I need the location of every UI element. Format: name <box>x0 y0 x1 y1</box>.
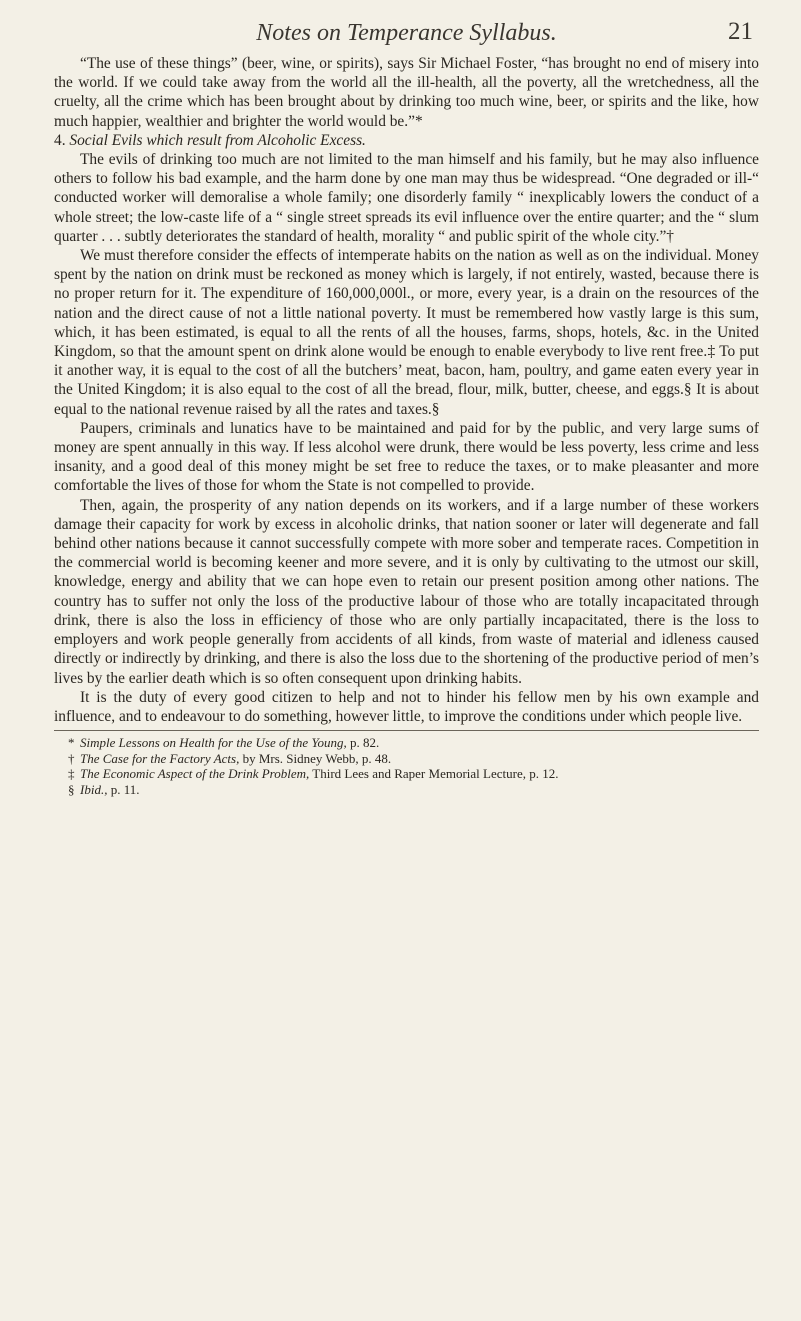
footnote-reference: p. 82. <box>346 735 380 751</box>
page-number: 21 <box>728 18 753 45</box>
footnote <box>54 751 759 767</box>
footnotes <box>54 730 759 797</box>
paragraph: The evils of drinking too much are not limited to the man himself and his family, but he may also influence others to follow his bad example, and the harm done by one man may thus be widespread. “One degraded or ill-“ conducted worker will demoralise a whole family; one disorderly family “ inexplicably lowers the conduct of a whole street; the low-caste life of a “ single street spreads its evil influence over the entire quarter; and the “ slum quarter . . . subtly deteriorates the standard of health, morality “ and public spirit of the whole city.”† <box>54 151 759 245</box>
footnote <box>54 782 759 798</box>
paragraph: “The use of these things” (beer, wine, or spirits), says Sir Michael Foster, “has brought no end of misery into the world. If we could take away from the world all the ill-health, all the poverty, all the wretchedness, all the cruelty, all the crime which has been brought about by drinking too much wine, beer, or spirits and the like, how much happier, wealthier and brighter the world would be.”* <box>54 55 759 130</box>
paragraph: Paupers, criminals and lunatics have to be maintained and paid for by the public, and very large sums of money are spent annually in this way. If less alcohol were drunk, there would be less poverty, less crime and less insanity, and a good deal of this money might be set free to reduce the taxes, or to make pleasanter and more comfortable the lives of those for whom the State is not compelled to provide. <box>54 419 759 495</box>
footnote-source-title: Simple Lessons on Health for the Use of the Young, <box>80 735 347 751</box>
running-title: Notes on Temperance Syllabus. <box>256 20 557 46</box>
footnote-mark: § <box>68 781 75 797</box>
footnote-mark: † <box>68 750 75 766</box>
footnote-reference: by Mrs. Sidney Webb, p. 48. <box>239 750 392 766</box>
footnote-source-title: The Case for the Factory Acts, <box>80 750 240 766</box>
footnote-reference: Third Lees and Raper Memorial Lecture, p. 12. <box>309 766 559 782</box>
body-text <box>54 54 759 726</box>
paragraph: It is the duty of every good citizen to help and not to hinder his fellow men by his own example and influence, and to endeavour to do something, however little, to improve the conditions under which people live. <box>54 688 759 725</box>
footnote-source-title: Ibid., <box>80 781 108 797</box>
paragraph: We must therefore consider the effects of intemperate habits on the nation as well as on the individual. Money spent by the nation on drink must be reckoned as money which is largely, if not entirely, wasted, because there is no proper return for it. The expenditure of 160,000,000l., or more, every year, is a drain on the resources of the nation and the direct cause of not a little national poverty. It must be remembered how vastly large is this sum, which, it has been estimated, is equal to all the rents of all the houses, farms, shops, hotels, &c. in the United Kingdom, so that the amount spent on drink alone would be enough to enable everybody to live rent free.‡ To put it another way, it is equal to the cost of all the butchers’ meat, bacon, ham, poultry, and game eaten every year in the United Kingdom; it is also equal to the cost of all the bread, flour, milk, butter, cheese, and eggs.§ It is about equal to the national revenue raised by all the rates and taxes.§ <box>54 247 759 418</box>
paragraph: Then, again, the prosperity of any nation depends on its workers, and if a large number of these workers damage their capacity for work by excess in alcoholic drinks, that nation sooner or later will degenerate and fall behind other nations because it cannot successfully compete with more sober and temperate races. Competition in the commercial world is becoming keener and more severe, and it is only by cultivating to the utmost our skill, knowledge, energy and ability that we can hope even to retain our present position among other nations. The country has to suffer not only the loss of the productive labour of those who are totally incapacitated through drink, there is also the loss in efficiency of those who are only partially incapacitated, there is the loss to employers and work people generally from accidents of all kinds, from waste of material and idleness caused directly or indirectly by drinking, and there is also the loss due to the shortening of the productive period of men’s lives by the earlier death which is so often consequent upon drinking habits. <box>54 496 759 687</box>
section-number: 4. <box>54 131 66 149</box>
section-heading <box>54 131 759 150</box>
footnote-source-title: The Economic Aspect of the Drink Problem, <box>80 766 310 782</box>
footnote <box>54 766 759 782</box>
footnote <box>54 735 759 751</box>
section-title: Social Evils which result from Alcoholic Excess. <box>69 131 366 149</box>
footnote-mark: ‡ <box>68 766 75 782</box>
footnote-mark: * <box>68 735 75 751</box>
page-header <box>54 12 759 54</box>
footnote-reference: p. 11. <box>107 781 140 797</box>
